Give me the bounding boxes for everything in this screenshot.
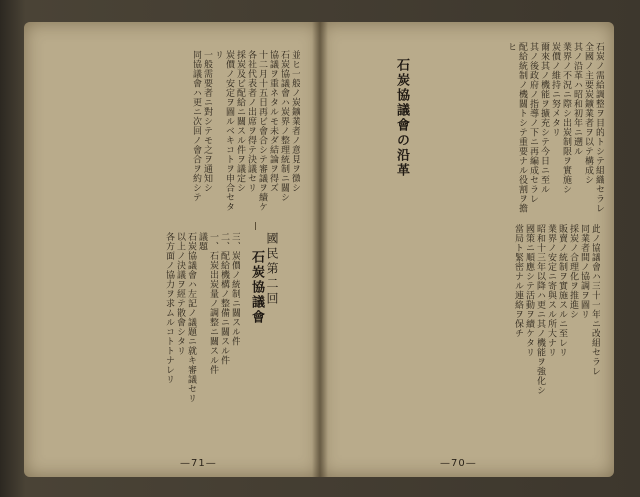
text-column-line: 三、炭價ノ統制ニ關スル件: [230, 232, 240, 346]
right-page-body-upper: [412, 42, 604, 218]
text-column-line: 炭價ノ維持ニ努メタリ: [550, 42, 560, 137]
left-page-section-rule: [255, 222, 256, 230]
text-column-line: 採炭及ビ配給ニ關スル件ヲ議定シ: [235, 50, 245, 193]
text-column-line: 同協議會ハ更ニ次回ノ會合ヲ約シテ: [191, 50, 201, 202]
text-column-line: 並ヒ一般ノ炭鑛業者ノ意見ヲ徴シ: [290, 50, 300, 193]
text-column-line: 此ノ協議會ハ三十一年ニ改組セラレ: [590, 224, 600, 376]
text-column-line: 爾來其ノ機能ヲ擴充シテ今日ニ至ル: [539, 42, 549, 194]
text-column-line: 二、配給機構ノ整備ニ關スル件: [219, 232, 229, 365]
right-page-number: —70—: [440, 458, 477, 469]
left-page-body-upper: [40, 50, 300, 218]
text-column-line: 同業者間ノ協調ヲ圖リ: [579, 224, 589, 319]
text-column-line: 協議ヲ重ネタルモ未ダ結論ヲ得ズ: [268, 50, 278, 193]
text-column-line: 國策ニ順應シテ活動ヲ續ケタリ: [524, 224, 534, 357]
text-column-line: 議題: [197, 232, 207, 251]
left-page-heading: 石炭協議會: [249, 250, 264, 325]
left-page-body-lower: [40, 232, 240, 422]
text-column-line: 一般需要者ニ對シテモ之ヲ通知シ: [202, 50, 212, 193]
text-column-line: 其ノ後政府ノ指導ノ下ニ再編成セラレ: [528, 42, 538, 204]
left-page-number: —71—: [180, 458, 217, 469]
right-page-heading: 石炭協議會の沿革: [394, 58, 409, 178]
text-column-line: 石炭協議會ハ炭界ノ整理統制ニ關シ: [279, 50, 289, 202]
left-page-subheading: 國民第二回: [265, 232, 279, 307]
text-column-line: 業界ノ不況ニ際シ出炭制限ヲ實施シ: [561, 42, 571, 194]
text-column-line: 販賣ノ統制ヲ實施スルニ至レリ: [557, 224, 567, 357]
text-column-line: 業界ノ安定ニ寄與スル所大ナリ: [546, 224, 556, 357]
text-column-line: 配給統制ノ機關トシテ重要ナル役割ヲ擔ヒ: [506, 42, 527, 213]
text-column-line: 石炭協議會ハ左記ノ議題ニ就キ審議セリ: [186, 232, 196, 403]
text-column-line: 各社代表者ノ出席ヲ得テ決議セリ: [246, 50, 256, 193]
right-page-body-lower: [330, 224, 600, 428]
text-column-line: 石炭ノ需給調整ヲ目的トシテ組織セラレ: [594, 42, 604, 213]
text-column-line: 昭和十三年以降ハ更ニ其ノ機能ヲ強化シ: [535, 224, 545, 395]
text-column-line: 全國ノ主要炭鑛業者ヲ以テ構成シ: [583, 42, 593, 185]
text-column-line: 採炭ノ合理化ヲ推進シ: [568, 224, 578, 319]
text-column-line: 一、石炭出炭量ノ調整ニ關スル件: [208, 232, 218, 375]
text-column-line: 十二月十五日再ビ會合シテ審議ヲ續ケ: [257, 50, 267, 212]
text-column-line: 以上ノ決議ヲ經テ散會シタリ: [175, 232, 185, 356]
book-gutter: [312, 22, 328, 477]
text-column-line: 各方面ノ協力ヲ求ムルコトトナレリ: [164, 232, 174, 384]
text-column-line: 炭價ノ安定ヲ圖ルベキコトヲ申合セタリ: [213, 50, 234, 212]
text-column-line: 當局ト緊密ナル連絡ヲ保チ: [513, 224, 523, 338]
text-column-line: 其ノ沿革ハ昭和初年ニ遡ル: [572, 42, 582, 156]
